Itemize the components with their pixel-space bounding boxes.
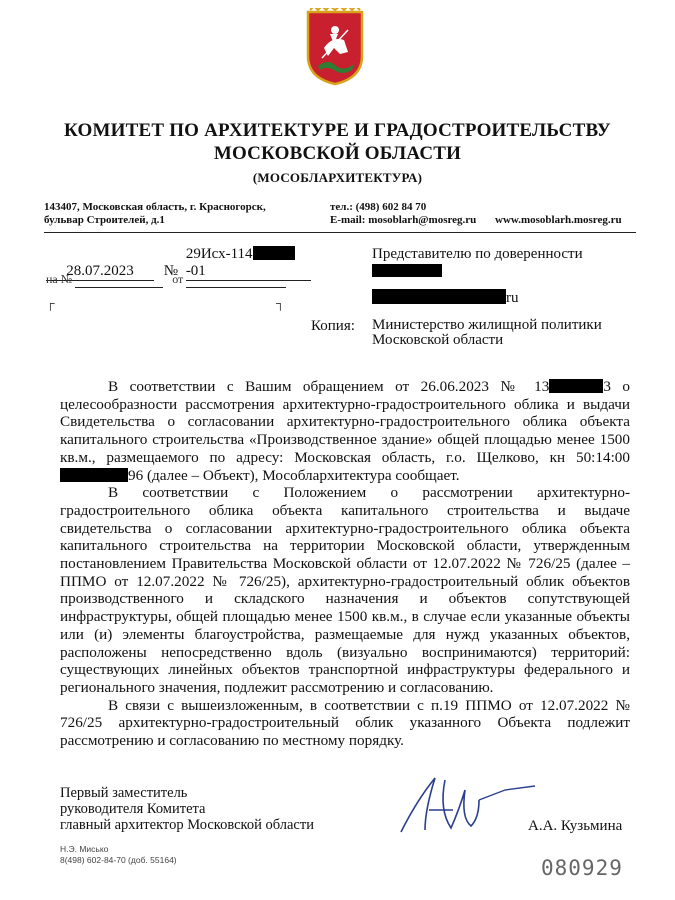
org-short-name: (МОСОБЛАРХИТЕКТУРА) (252, 170, 423, 185)
body-paragraph-3: В связи с вышеизложенным, в соответствии с п.19 ППМО от 12.07.2022 № 726/25 архитектурно-градостроительный облик указанного Объекта подлежит рассмотрению и согласованию по местному порядку. (60, 696, 630, 750)
body-paragraph-2: В соответствии с Положением о рассмотрении архитектурно-градостроительного облика объекта капитального строительства и выдаче свидетельства о согласовании архитектурно-градостроительного облика объекта капитального строительства на территории Московской области, утвержденным постановлением Правительства Московской области от 12.07.2022 № 726/25 (далее – ППМО от 12.07.2022 № 726/25), архитектурно-градостроительный облик объектов производственного и складского назначения и объектов сопутствующей инфраструктуры, общей площадью менее 1500 кв.м., в случае если указанные объекты или (и) элементы благоустройства, размещаемые для нужд указанных объектов, расположены непосредственно вдоль (визуально воспринимаются) территорий: существующих линейных объектов транспортной инфраструктуры федерального и регионального значения, подлежит рассмотрению и согласованию. (60, 484, 630, 696)
redacted-cadastral-number (60, 468, 128, 482)
header-divider (44, 232, 636, 233)
moscow-oblast-coat-of-arms-icon (304, 8, 366, 86)
copy-recipient-line1: Министерство жилищной политики (372, 317, 602, 333)
email-domain-suffix: ru (506, 290, 519, 306)
org-title-line2: МОСКОВСКОЙ ОБЛАСТИ (213, 143, 462, 164)
copy-label: Копия: (311, 318, 355, 334)
paragraph-1-part-b: 3 о целесообразности рассмотрения архитектурно-градостроительного облика и выдачи Свидетельства о согласовании архитектурно-градостроительного облика объекта капитального строительства «Производственное здание» общей площадью менее 1500 кв.м., размещаемого по адресу: Московская область, г.о. Щелково, кн 50:14:00 (60, 378, 631, 466)
ref-number-blank (75, 272, 163, 288)
handwritten-signature (395, 770, 545, 840)
position-line1: Первый заместитель (60, 785, 188, 801)
number-label: № (163, 263, 179, 279)
document-serial-number: 080929 (541, 856, 623, 880)
reference-row (46, 272, 286, 288)
letter-body (60, 378, 630, 750)
executor-info (60, 844, 177, 866)
redacted-request-number (549, 379, 603, 393)
org-email: E-mail: mosoblarh@mosreg.ru (330, 214, 477, 226)
org-phone: тел.: (498) 602 84 70 (330, 201, 427, 213)
redacted-addressee-name (372, 264, 442, 277)
redacted-email (372, 289, 506, 304)
addressee-email (372, 289, 519, 307)
org-website: www.mosoblarh.mosreg.ru (495, 214, 622, 226)
ref-label: на № (46, 272, 73, 286)
addressee-line1: Представителю по доверенности (372, 246, 583, 262)
corner-mark-left: ┌ (46, 296, 55, 310)
body-paragraph-1 (60, 378, 630, 484)
position-line3: главный архитектор Московской области (60, 817, 314, 833)
outgoing-number-prefix: 29Исх-114 (185, 246, 253, 262)
signatory-name: А.А. Кузьмина (528, 818, 623, 834)
paragraph-1-part-c: 96 (далее – Объект), Мособлархитектура сообщает. (128, 466, 460, 484)
outgoing-date: 28.07.2023 (46, 263, 154, 281)
executor-phone: 8(498) 602-84-70 (доб. 55164) (60, 855, 177, 865)
copy-recipient (372, 318, 602, 348)
executor-name: Н.Э. Мисько (60, 844, 109, 854)
org-title-line1: КОМИТЕТ ПО АРХИТЕКТУРЕ И ГРАДОСТРОИТЕЛЬСТВУ (64, 120, 611, 141)
copy-recipient-line2: Московской области (372, 332, 504, 348)
from-date-blank (186, 272, 286, 288)
outgoing-number-suffix: -01 (185, 263, 206, 279)
corner-mark-right: ┐ (276, 296, 285, 310)
org-address-line2: бульвар Строителей, д.1 (44, 214, 165, 226)
from-label: от (172, 272, 184, 286)
position-line2: руководителя Комитета (60, 801, 206, 817)
redaction-box (253, 246, 295, 260)
org-address-line1: 143407, Московская область, г. Красногорск, (44, 201, 266, 213)
signatory-position (60, 785, 314, 833)
paragraph-1-part-a: В соответствии с Вашим обращением от 26.06.2023 № 13 (108, 378, 550, 395)
